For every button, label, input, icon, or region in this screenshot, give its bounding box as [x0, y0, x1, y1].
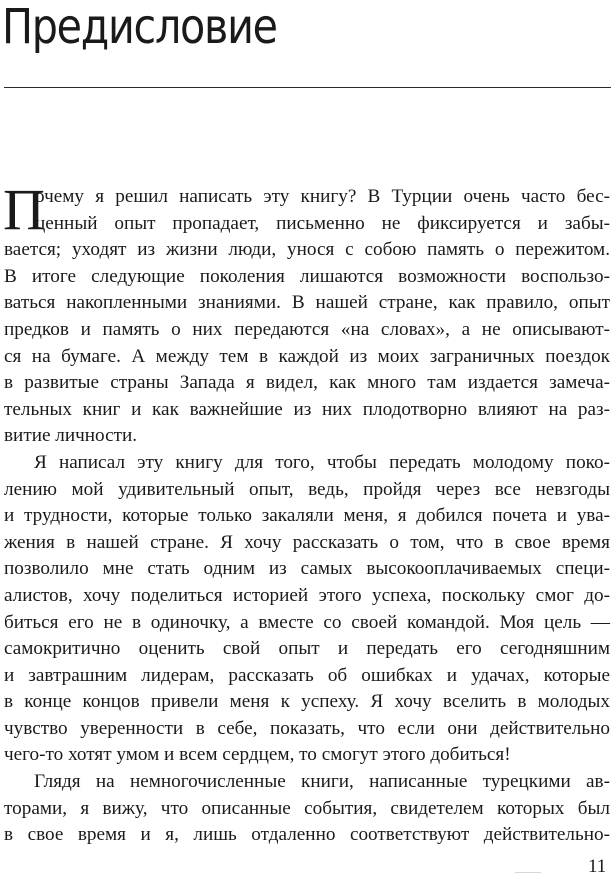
chapter-title: Предисловие: [2, 0, 277, 55]
text-line: лению мой удивительный опыт, ведь, пройдя через все невзгоды: [4, 478, 610, 500]
footer-divider: [515, 872, 541, 873]
text-line: чего-то хотят умом и всем сердцем, то смогут этого добиться!: [4, 744, 511, 766]
text-line: торами, я вижу, что описанные события, свидетелем которых был: [4, 797, 610, 819]
text-line: жения в нашей стране. Я хочу рассказать о том, что в свое время: [4, 531, 610, 553]
title-divider: [4, 87, 611, 88]
text-line: алистов, хочу поделиться историей этого успеха, поскольку смог до-: [4, 584, 610, 606]
text-line: вается; уходят из жизни люди, унося с собою память о пережитом.: [4, 239, 610, 261]
text-line: витие личности.: [4, 425, 138, 447]
page-number: 11: [588, 856, 607, 877]
text-line: в свое время и я, лишь отдаленно соответствуют действительно-: [4, 824, 610, 846]
text-line: ваться накопленными знаниями. В нашей стране, как правило, опыт: [4, 292, 610, 314]
text-line: и завтрашним лидерам, рассказать об ошибках и удачах, которые: [4, 664, 610, 686]
text-line: ценный опыт пропадает, письменно не фиксируется и забы-: [35, 212, 610, 234]
text-line: чувство уверенности в себе, показать, что если они действительно: [4, 717, 610, 739]
text-line: предков и память о них передаются «на словах», а не описывают-: [4, 318, 610, 340]
body-text: [3, 177, 610, 849]
text-line: Глядя на немногочисленные книги, написанные турецкими ав-: [34, 771, 610, 793]
text-line: ся на бумаге. А между тем в каждой из моих заграничных поездок: [4, 345, 610, 367]
text-line: в конце концов привели меня к успеху. Я хочу вселить в молодых: [4, 691, 610, 713]
drop-cap: П: [3, 177, 45, 242]
text-line: В итоге следующие поколения лишаются возможности воспользо-: [4, 265, 610, 287]
text-line: в развитые страны Запада я видел, как много там издается замеча-: [4, 372, 610, 394]
text-line: тельных книг и как важнейшие из них плодотворно влияют на раз-: [4, 398, 610, 420]
text-line: Я написал эту книгу для того, чтобы передать молодому поко-: [34, 451, 610, 473]
text-line: позволило мне стать одним из самых высокооплачиваемых специ-: [4, 558, 610, 580]
text-line: самокритично оценить свой опыт и передать его сегодняшним: [4, 638, 610, 660]
text-line: и трудности, которые только закаляли меня, я добился почета и ува-: [4, 505, 610, 527]
text-line: очему я решил написать эту книгу? В Турции очень часто бес-: [35, 186, 610, 207]
text-line: биться его не в одиночку, а вместе со своей командой. Моя цель —: [4, 611, 610, 633]
